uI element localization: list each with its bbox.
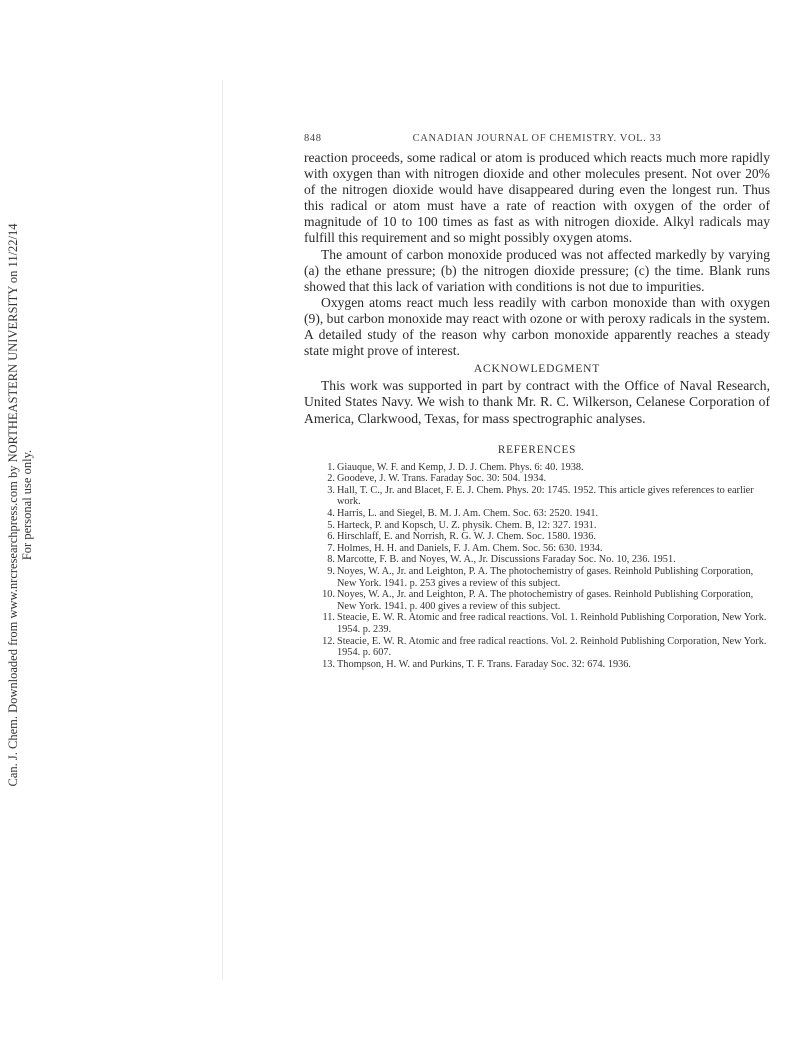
reference-item (304, 462, 770, 474)
reference-text: Goodeve, J. W. Trans. Faraday Soc. 30: 504. 1934. (337, 473, 547, 485)
reference-item (304, 473, 770, 485)
reference-item (304, 636, 770, 659)
reference-number: 13. (322, 658, 335, 670)
reference-item (304, 520, 770, 532)
reference-item (304, 566, 770, 589)
body-paragraph: reaction proceeds, some radical or atom is produced which reacts much more rapidly with oxygen than with nitrogen dioxide and other molecules present. Not over 20% of the nitrogen dioxide would have disappeared during even the longest run. Thus this radical or atom must have a rate of reaction with oxygen of the order of magnitude of 10 to 100 times as fast as with nitrogen dioxide. Alkyl radicals may fulfill this requirement and so might possibly oxygen atoms. (304, 150, 770, 246)
body-paragraph: Oxygen atoms react much less readily with carbon monoxide than with oxygen (9), but carbon monoxide may react with ozone or with peroxy radicals in the system. A detailed study of the reason why carbon monoxide apparently reaches a steady state might prove of interest. (304, 294, 770, 359)
reference-text: Steacie, E. W. R. Atomic and free radical reactions. Vol. 1. Reinhold Publishing Corporation, New York. 1954. p. 239. (337, 612, 767, 635)
reference-text: Thompson, H. W. and Purkins, T. F. Trans. Faraday Soc. 32: 674. 1936. (337, 658, 631, 670)
reference-list (304, 462, 770, 671)
reference-number: 3. (327, 484, 335, 496)
gutter-shadow (222, 80, 223, 980)
reference-number: 1. (327, 461, 335, 473)
reference-text: Marcotte, F. B. and Noyes, W. A., Jr. Discussions Faraday Soc. No. 10, 236. 1951. (337, 554, 676, 566)
acknowledgment-text: This work was supported in part by contract with the Office of Naval Research, United States Navy. We wish to thank Mr. R. C. Wilkerson, Celanese Corporation of America, Clarkwood, Texas, for mass spectrographic analyses. (304, 378, 770, 426)
running-title: CANADIAN JOURNAL OF CHEMISTRY. VOL. 33 (412, 133, 662, 144)
reference-text: Noyes, W. A., Jr. and Leighton, P. A. The photochemistry of gases. Reinhold Publishing Corporation, New York. 1941. p. 253 gives a review of this subject. (337, 566, 754, 589)
page-body (304, 150, 770, 670)
reference-text: Steacie, E. W. R. Atomic and free radical reactions. Vol. 2. Reinhold Publishing Corporation, New York. 1954. p. 607. (337, 635, 767, 659)
body-paragraph: The amount of carbon monoxide produced was not affected markedly by varying (a) the ethane pressure; (b) the nitrogen dioxide pressure; (c) the time. Blank runs showed that this lack of variation with conditions is not due to impurities. (304, 246, 770, 294)
reference-text: Holmes, H. H. and Daniels, F. J. Am. Chem. Soc. 56: 630. 1934. (337, 542, 603, 554)
download-notice (0, 0, 40, 1052)
download-notice-line2: For personal use only. (20, 449, 34, 561)
reference-item (304, 485, 770, 508)
reference-number: 10. (322, 589, 335, 601)
reference-item (304, 659, 770, 671)
reference-number: 2. (327, 473, 335, 485)
reference-text: Giauque, W. F. and Kemp, J. D. J. Chem. Phys. 6: 40. 1938. (337, 461, 584, 473)
reference-item (304, 554, 770, 566)
reference-number: 11. (322, 612, 335, 624)
reference-item (304, 543, 770, 555)
reference-text: Harteck, P. and Kopsch, U. Z. physik. Chem. B, 12: 327. 1931. (337, 519, 597, 531)
reference-text: Noyes, W. A., Jr. and Leighton, P. A. The photochemistry of gases. Reinhold Publishing Corporation, New York. 1941. p. 400 gives a review of this subject. (337, 589, 754, 612)
reference-number: 12. (322, 635, 335, 647)
reference-text: Harris, L. and Siegel, B. M. J. Am. Chem. Soc. 63: 2520. 1941. (337, 508, 599, 520)
reference-text: Hall, T. C., Jr. and Blacet, F. E. J. Chem. Phys. 20: 1745. 1952. This article gives references to earlier work. (337, 484, 754, 508)
acknowledgment-heading: ACKNOWLEDGMENT (473, 363, 601, 376)
reference-number: 8. (327, 554, 335, 566)
reference-item (304, 612, 770, 635)
reference-number: 5. (327, 519, 335, 531)
reference-number: 6. (327, 531, 335, 543)
reference-item (304, 589, 770, 612)
reference-number: 9. (327, 566, 335, 578)
reference-number: 7. (327, 542, 335, 554)
download-notice-line1: Can. J. Chem. Downloaded from www.nrcresearchpress.com by NORTHEASTERN UNIVERSITY on 11/22/14 (6, 223, 20, 787)
reference-item (304, 531, 770, 543)
reference-item (304, 508, 770, 520)
references-heading: REFERENCES (497, 443, 577, 456)
page-number: 848 (304, 133, 322, 144)
reference-text: Hirschlaff, E. and Norrish, R. G. W. J. Chem. Soc. 1580. 1936. (337, 531, 596, 543)
reference-number: 4. (327, 508, 335, 520)
